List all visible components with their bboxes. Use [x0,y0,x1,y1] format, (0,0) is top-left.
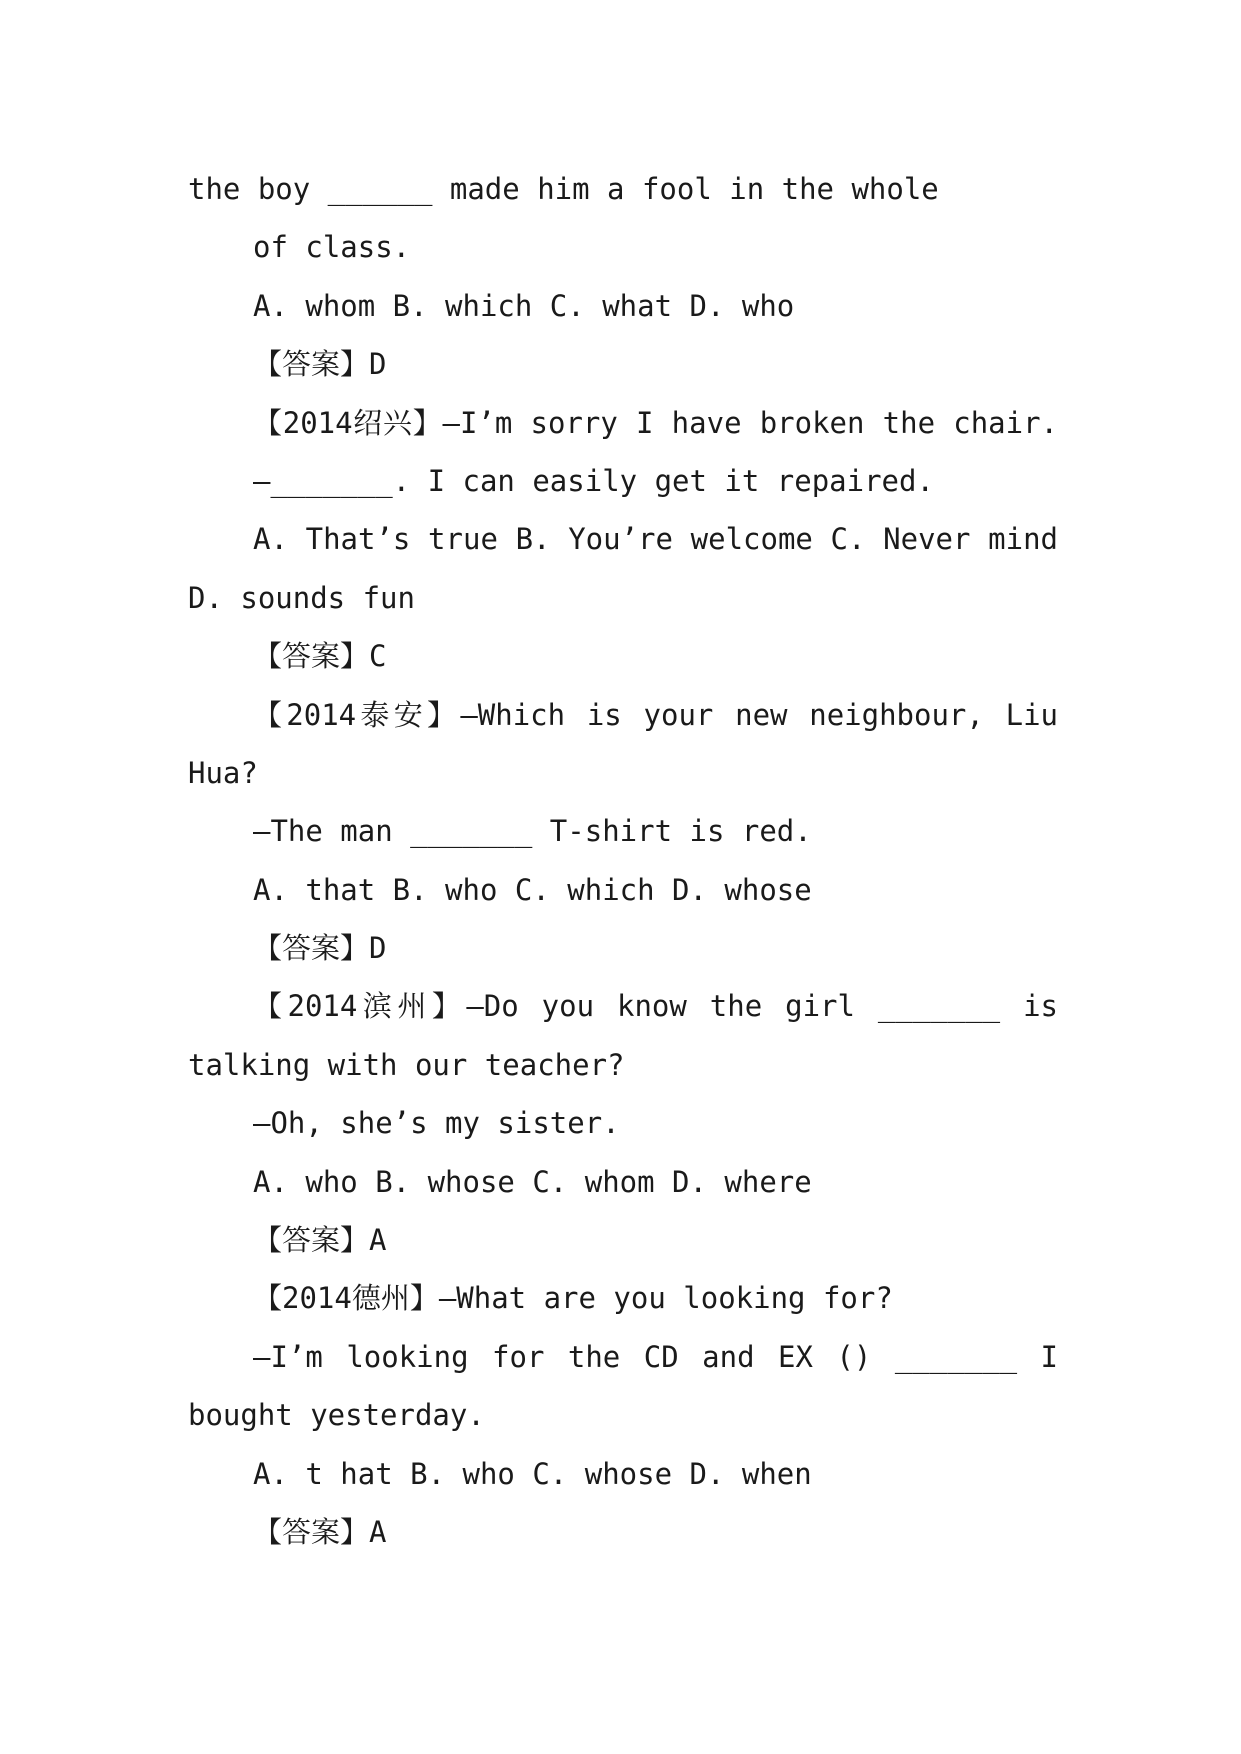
document-body [188,160,1058,1561]
text-line: D. sounds fun [188,580,415,615]
text-line: talking with our teacher? [188,1047,625,1082]
text-line: 【2014德州】—What are you looking for? [253,1281,893,1316]
text-line: —_______. I can easily get it repaired. [253,463,934,498]
text-line: 【答案】A [253,1223,387,1258]
text-line: A. that B. who C. which D. whose [253,872,812,907]
text-line: 【2014泰安】—Which is your new neighbour, Liu [253,697,1058,732]
text-line: the boy ______ made him a fool in the whole [188,172,939,206]
text-line: of class. [253,230,411,265]
text-line: 【答案】A [253,1514,387,1549]
text-line: A. t hat B. who C. whose D. when [253,1456,812,1491]
text-line: Hua? [188,755,258,790]
text-line: 【答案】D [253,347,387,382]
text-line: —I’m looking for the CD and EX () _______ I [253,1339,1058,1374]
text-line: —The man _______ T-shirt is red. [253,814,812,849]
text-line: A. That’s true B. You’re welcome C. Never mind [253,522,1058,557]
text-line: 【2014滨州】—Do you know the girl _______ is [253,989,1058,1024]
text-line: A. whom B. which C. what D. who [253,288,795,323]
text-line: bought yesterday. [188,1398,485,1433]
text-line: A. who B. whose C. whom D. where [253,1164,812,1199]
text-line: 【2014绍兴】—I’m sorry I have broken the chair. [253,405,1058,440]
text-line: 【答案】D [253,931,387,966]
text-line: —Oh, she’s my sister. [253,1106,620,1141]
text-line: 【答案】C [253,639,387,674]
